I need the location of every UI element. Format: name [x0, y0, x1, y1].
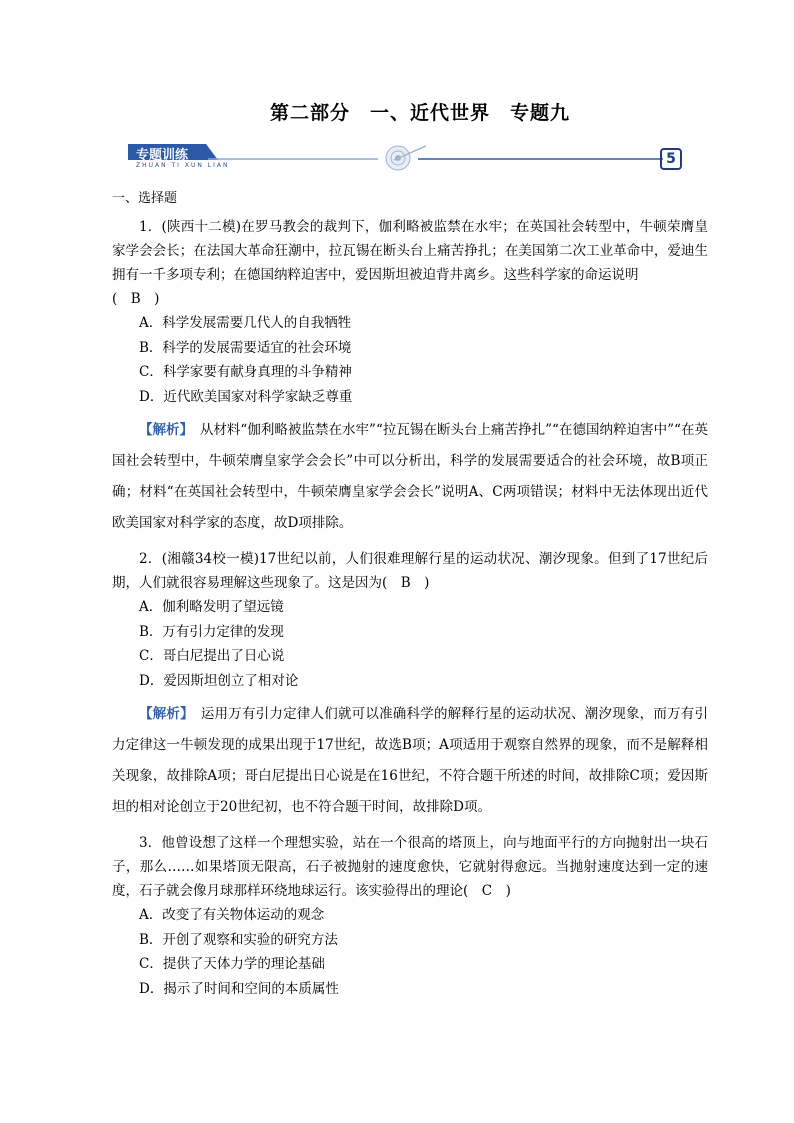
analysis-tag: 【解析】: [139, 422, 187, 438]
option-c: C．科学家要有献身真理的斗争精神: [139, 364, 352, 380]
option-b: B．开创了观察和实验的研究方法: [139, 931, 338, 948]
question-3: [112, 831, 708, 1001]
question-stem: 2．(湘赣34校一模)17世纪以前，人们很难理解行星的运动状况、潮汐现象。但到了17世纪后期，人们就很容易理解这些现象了。这是因为( B ): [112, 551, 708, 591]
option-b: B．科学的发展需要适宜的社会环境: [139, 339, 352, 356]
analysis-tag: 【解析】: [139, 706, 188, 722]
page-title: 第二部分 一、近代世界 专题九: [270, 102, 571, 124]
banner-label: 专题训练: [136, 148, 189, 163]
banner-pinyin: ZHUAN TI XUN LIAN: [136, 162, 230, 169]
option-a: A．科学发展需要几代人的自我牺牲: [139, 315, 352, 331]
option-d: D．揭示了时间和空间的本质属性: [139, 980, 339, 997]
question-answer: ( B ): [112, 291, 160, 307]
banner-graphic: [128, 140, 688, 180]
question-stem: 1．(陕西十二模)在罗马教会的裁判下，伽利略被监禁在水牢；在英国社会转型中，牛顿荣膺皇家学会会长；在法国大革命狂潮中，拉瓦锡在断头台上痛苦挣扎；在美国第二次工业革命中，爱迪生拥有一千多项专利；在德国纳粹迫害中，爱因斯坦被迫背井离乡。这些科学家的命运说明: [112, 219, 708, 283]
analysis-paragraph: [112, 415, 708, 539]
option-d: D．近代欧美国家对科学家缺乏尊重: [139, 388, 353, 405]
analysis-text: 运用万有引力定律人们就可以准确科学的解释行星的运动状况、潮汐现象，而万有引力定律这一牛顿发现的成果出现于17世纪，故选B项；A项适用于观察自然界的现象，而不是解释相关现象，故排除A项；哥白尼提出日心说是在16世纪，不符合题干所述的时间，故排除C项；爱因斯坦的相对论创立于20世纪初，也不符合题干时间，故排除D项。: [112, 706, 709, 815]
option-b: B．万有引力定律的发现: [139, 623, 284, 640]
option-a: A．改变了有关物体运动的观念: [139, 907, 325, 923]
question-stem: 3．他曾设想了这样一个理想实验，站在一个很高的塔顶上，向与地面平行的方向抛射出一块石子，那么……如果塔顶无限高，石子被抛射的速度愈快，它就射得愈远。当抛射速度达到一定的速度，石子就会像月球那样环绕地球运行。该实验得出的理论( C ): [112, 835, 708, 899]
option-a: A．伽利略发明了望远镜: [139, 599, 284, 615]
analysis-paragraph: [112, 699, 708, 823]
option-c: C．提供了天体力学的理论基础: [139, 956, 325, 972]
section-banner: [128, 140, 688, 180]
analysis-text: 从材料“伽利略被监禁在水牢”“拉瓦锡在断头台上痛苦挣扎”“在德国纳粹迫害中”“在英国社会转型中，牛顿荣膺皇家学会会长”中可以分析出，科学的发展需要适合的社会环境，故B项正确；材料“在英国社会转型中，牛顿荣膺皇家学会会长”说明A、C两项错误；材料中无法体现出近代欧美国家对科学家的态度，故D项排除。: [112, 422, 709, 531]
option-d: D．爱因斯坦创立了相对论: [139, 672, 299, 689]
banner-number-badge: 5: [660, 148, 682, 170]
document-body: [112, 187, 708, 1001]
section-heading: 一、选择题: [112, 191, 178, 206]
option-c: C．哥白尼提出了日心说: [139, 648, 285, 664]
question-1: [112, 215, 708, 539]
question-2: [112, 547, 708, 823]
